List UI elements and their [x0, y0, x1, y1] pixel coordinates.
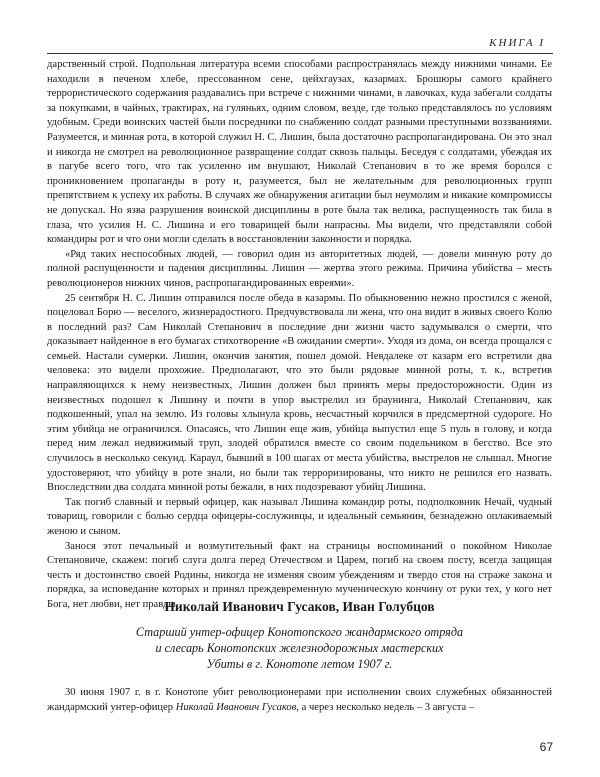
- page-number: 67: [539, 740, 553, 754]
- paragraph: Занося этот печальный и возмутительный факт на страницы воспоминаний о покойном Николае Степановиче, скажем: погиб слуга долга перед Отечеством и Царем, погиб на своем посту, всегда защищая честь и достоинство своей Родины, никогда не изменяя своим убеждениям и твердо стоя на страже закона и порядка, за исповедание которых и принял преждевременную мученическую кончину от руки тех, у кого нет Бога, нет любви, нет правды.: [47, 540, 552, 610]
- paragraph: [47, 686, 552, 715]
- paragraph: 25 сентября Н. С. Лишин отправился после обеда в казармы. По обыкновению нежно простился с женой, поцеловал Борю — веселого, жизнерадостного. Предчувствовала ли жена, что она видит в живых своего Колю в последний раз? Сам Николай Степанович в последние дни жизни часто задумывался о смерти, что доказывает найденное в его бумагах стихотворение «В ожидании смерти». Уходя из дома, он всегда прощался с семьей. Настали сумерки. Лишин, окончив занятия, пошел домой. Невдалеке от казарм его встретили два человека: это видели прохожие. Предполагают, что это были рядовые минной роты, т. к., встретив направляющихся к нему неизвестных, Лишин должен был принять меры предосторожности. Один из неизвестных подошел к Лишину и почти в упор выстрелил из браунинга, Николай Степанович, как подкошенный, упал на землю. Из головы хлынула кровь, несчастный корчился в предсмертной судороге. Но этим убийца не ограничился. Опасаясь, что Лишин еще жив, убийца выпустил еще 5 пуль в голову, и когда перед ним лежал недвижимый труп, злодей обратился вместе со своим подельником в бегство. Все это случилось в несколько секунд. Караул, бывший в 100 шагах от места убийства, выстрелов не слышал. Многие удостоверяют, что убийцу в роте знали, но были так терроризированы, что никто не решился его назвать. Впоследствии два солдата минной роты бежали, в них подозревают убийц Лишина.: [47, 292, 552, 494]
- section-subtitle-line1: Старший унтер-офицер Конотопского жандармского отряда: [135, 625, 464, 639]
- text-run: , а через несколько недель – 3 августа –: [296, 701, 475, 713]
- section-subtitle-line3: Убиты в г. Конотопе летом 1907 г.: [206, 657, 393, 671]
- person-name: Николай Иванович Гусаков: [175, 701, 297, 713]
- section-header: [47, 598, 552, 672]
- running-head: КНИГА I: [47, 34, 553, 54]
- section-title: Николай Иванович Гусаков, Иван Голубцов: [164, 599, 435, 614]
- main-text: [47, 58, 552, 613]
- paragraph: дарственный строй. Подпольная литература всеми способами распространялась между нижними чинами. Ее находили в печеном хлебе, прессованном сене, цейхгаузах, казармах. Брошюры самого крайнего террористического содержания раздавались при встрече с нижними чинами, в лавочках, куда забегали солдаты за покупками, в чайных, трактирах, на гуляньях, одним словом, везде, где только представлялось по условиям удобным. Среди воинских частей были посредники по снабжению солдат разными преступными воззваниями. Разумеется, и минная рота, в которой служил Н. С. Лишин, была достаточно распропагандирована. Он это знал и никогда не смотрел на революционное развращение солдат сквозь пальцы. Беседуя с солдатами, убеждая их в пагубе всего того, что так усиленно им внушают, Николай Степанович в то же время боролся с проникновением пропаганды в роту и, разумеется, был не желательным для революционных групп препятствием к успеху их работы. В случаях же обнаружения агитации был неумолим и никакие компромиссы не допускал. Но язва разрушения воинской дисциплины в роте была так велика, распущенность так била в глаза, что усилия Н. С. Лишина и его товарищей были напрасны. Мы видели, что представляли собой командиры рот и что они могли сделать в восстановлении законности и порядка.: [47, 59, 552, 246]
- section-text: [47, 686, 552, 715]
- section-subtitle-line2: и слесарь Конотопских железнодорожных мастерских: [155, 641, 444, 655]
- text-run: 30 июня 1907 г. в г. Конотопе убит революционерами при исполнении своих служебных обязанностей жандармский унтер-офицер: [47, 687, 552, 713]
- paragraph: «Ряд таких неспособных людей, — говорил один из авторитетных людей, — довели минную роту до полной распущенности и падения дисциплины. Лишин — жертва этого режима. Причина убийства – месть революционеров нижних чинов, распропагандированных евреями».: [47, 248, 552, 289]
- paragraph: Так погиб славный и первый офицер, как называл Лишина командир роты, подполковник Нечай, чудный товарищ, говорили с болью сердца офицеры-сослуживцы, и идеальный семьянин, безнадежно оплакиваемый женою и сыном.: [47, 496, 552, 537]
